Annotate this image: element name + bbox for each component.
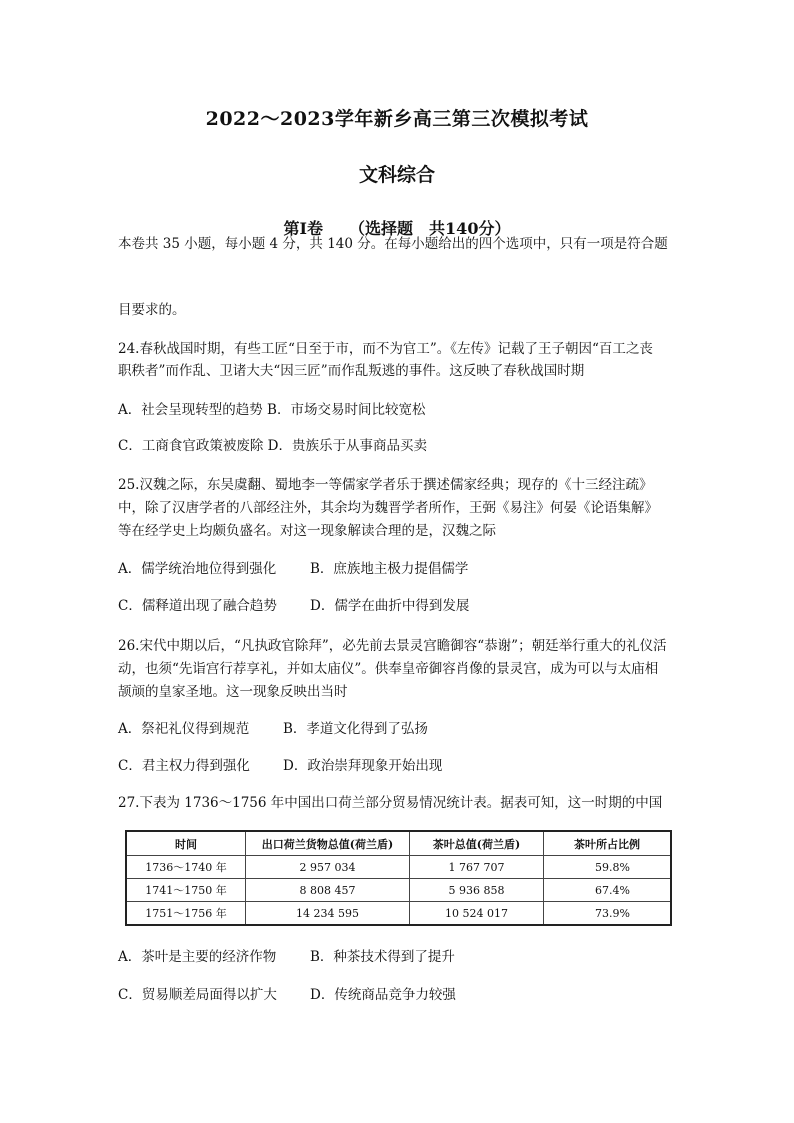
q25-stem-line-1: 25.汉魏之际，东吴虞翻、蜀地李一等儒家学者乐于撰述儒家经典；现存的《十三经注疏》 [118, 477, 653, 493]
table-cell: 67.4% [544, 879, 672, 902]
q26-option-b[interactable]: B．孝道文化得到了弘扬 [283, 721, 428, 737]
q25-option-c[interactable]: C．儒释道出现了融合趋势 [118, 598, 277, 614]
q24-option-d[interactable]: D．贵族乐于从事商品买卖 [267, 438, 427, 454]
q26-stem-line-3: 颉颃的皇家圣地。这一现象反映出当时 [118, 684, 348, 700]
table-header-cell: 茶叶所占比例 [544, 831, 672, 856]
table-header-cell: 茶叶总值(荷兰盾) [410, 831, 544, 856]
q25-options-ab [118, 558, 684, 580]
table-cell: 5 936 858 [410, 879, 544, 902]
q24-option-c[interactable]: C．工商食官政策被废除 [118, 438, 264, 454]
q27-option-d[interactable]: D．传统商品竞争力较强 [310, 987, 456, 1003]
table-header-row [126, 831, 671, 856]
q24-option-b[interactable]: B．市场交易时间比较宽松 [267, 402, 426, 418]
q26-stem-line-2: 动，也须“先诣宫行荐享礼，并如太庙仪”。供奉皇帝御容肖像的景灵宫，成为可以与太庙相 [118, 661, 659, 677]
table-cell: 2 957 034 [246, 856, 410, 879]
table-cell: 8 808 457 [246, 879, 410, 902]
q25-option-b[interactable]: B．庶族地主极力提倡儒学 [310, 561, 469, 577]
q26-option-d[interactable]: D．政治崇拜现象开始出现 [283, 758, 443, 774]
section-desc: （选择题 共140分） [349, 219, 511, 238]
q27-option-c[interactable]: C．贸易顺差局面得以扩大 [118, 987, 277, 1003]
trade-statistics-table [125, 830, 672, 926]
table-cell: 59.8% [544, 856, 672, 879]
exam-title: 2022～2023学年新乡高三第三次模拟考试 [205, 108, 589, 130]
q26-option-a[interactable]: A．祭祀礼仪得到规范 [118, 721, 250, 737]
exam-subtitle: 文科综合 [358, 164, 435, 186]
table-cell: 1736～1740 年 [126, 856, 246, 879]
table-header-cell: 出口荷兰货物总值(荷兰盾) [246, 831, 410, 856]
table-cell: 10 524 017 [410, 902, 544, 926]
intro-line-1: 本卷共 35 小题，每小题 4 分，共 140 分。在每小题给出的四个选项中，只有一项是符合题 [118, 236, 668, 252]
q25-option-a[interactable]: A．儒学统治地位得到强化 [118, 561, 277, 577]
q24-options-cd [118, 435, 684, 457]
table-cell: 1 767 707 [410, 856, 544, 879]
table-cell: 14 234 595 [246, 902, 410, 926]
q25-options-cd [118, 595, 684, 617]
q27-options-ab [118, 946, 684, 968]
q25-stem-line-2: 中，除了汉唐学者的八部经注外，其余均为魏晋学者所作，王弼《易注》何晏《论语集解》 [118, 500, 658, 516]
q25-option-d[interactable]: D．儒学在曲折中得到发展 [310, 598, 470, 614]
q27-option-a[interactable]: A．茶叶是主要的经济作物 [118, 949, 277, 965]
q27-options-cd [118, 984, 684, 1006]
q27-option-b[interactable]: B．种茶技术得到了提升 [310, 949, 455, 965]
table-row [126, 856, 671, 879]
section-part: 第Ⅰ卷 [283, 219, 324, 238]
q24-option-a[interactable]: A．社会呈现转型的趋势 [118, 402, 263, 418]
q24-options-ab [118, 399, 684, 421]
q24-stem-line-1: 24.春秋战国时期，有些工匠“日至于市，而不为官工”。《左传》记载了王子朝因“百工之丧 [118, 341, 653, 357]
intro-line-2: 目要求的。 [118, 302, 186, 318]
q25-stem-line-3: 等在经学史上均颇负盛名。对这一现象解读合理的是，汉魏之际 [118, 523, 496, 539]
table-row [126, 902, 671, 926]
table-row [126, 879, 671, 902]
table-cell: 73.9% [544, 902, 672, 926]
table-cell: 1751～1756 年 [126, 902, 246, 926]
table-cell: 1741～1750 年 [126, 879, 246, 902]
q26-option-c[interactable]: C．君主权力得到强化 [118, 758, 250, 774]
q24-stem-line-2: 职秩者”而作乱、卫诸大夫“因三匠”而作乱叛逃的事件。这反映了春秋战国时期 [118, 363, 585, 379]
q26-options-ab [118, 718, 684, 740]
table-header-cell: 时间 [126, 831, 246, 856]
q26-options-cd [118, 755, 684, 777]
q27-stem-line-1: 27.下表为 1736～1756 年中国出口荷兰部分贸易情况统计表。据表可知，这一时期的中国 [118, 795, 663, 811]
q26-stem-line-1: 26.宋代中期以后，“凡执政官除拜”，必先前去景灵宫瞻御容“恭谢”；朝廷举行重大的礼仪活 [118, 638, 667, 654]
